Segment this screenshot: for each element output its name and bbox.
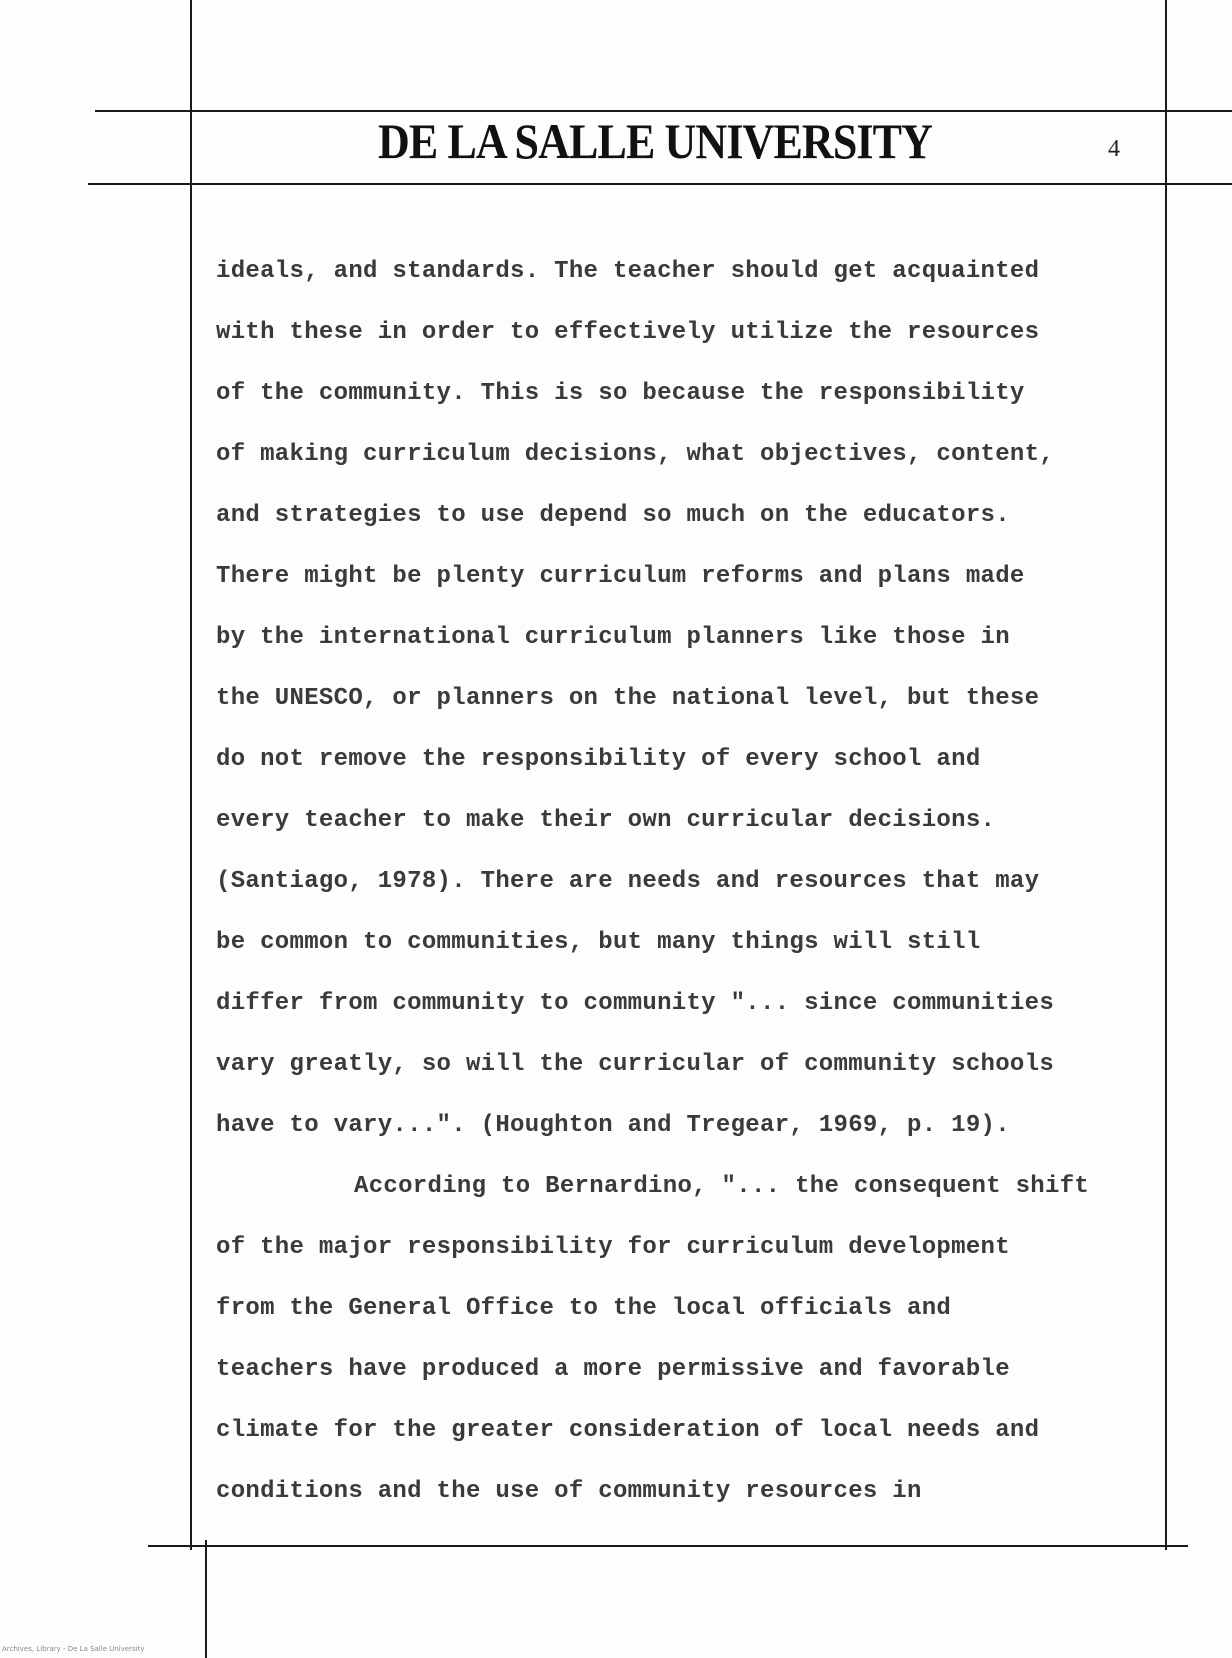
text-line: of making curriculum decisions, what objectives, content, [216, 441, 1055, 468]
frame-line-header [88, 183, 1232, 185]
text-line: climate for the greater consideration of local needs and [216, 1417, 1040, 1444]
text-line-indented: According to Bernardino, "... the consequent shift [354, 1173, 1090, 1200]
text-line: There might be plenty curriculum reforms and plans made [216, 563, 1025, 590]
body-text [216, 252, 1176, 1533]
text-line: of the community. This is so because the responsibility [216, 380, 1025, 407]
text-line: have to vary...". (Houghton and Tregear, 1969, p. 19). [216, 1112, 1010, 1139]
text-line: vary greatly, so will the curricular of community schools [216, 1051, 1055, 1078]
text-line: of the major responsibility for curriculum development [216, 1234, 1010, 1261]
archive-footer-note: Archives, Library - De La Salle University [2, 1645, 145, 1653]
text-line: with these in order to effectively utilize the resources [216, 319, 1040, 346]
text-line: (Santiago, 1978). There are needs and resources that may [216, 868, 1040, 895]
frame-line-left-bottom [205, 1540, 207, 1658]
text-line: the UNESCO, or planners on the national level, but these [216, 685, 1040, 712]
text-line: from the General Office to the local officials and [216, 1295, 952, 1322]
page-title: DE LA SALLE UNIVERSITY [377, 113, 933, 169]
frame-line-bottom [148, 1545, 1188, 1547]
text-line: every teacher to make their own curricular decisions. [216, 807, 996, 834]
text-line: by the international curriculum planners like those in [216, 624, 1010, 651]
text-line: do not remove the responsibility of every school and [216, 746, 981, 773]
text-line: ideals, and standards. The teacher should get acquainted [216, 258, 1040, 285]
text-line: teachers have produced a more permissive and favorable [216, 1356, 1010, 1383]
text-line: differ from community to community "... since communities [216, 990, 1055, 1017]
frame-line-left-top [190, 0, 192, 115]
text-line: and strategies to use depend so much on the educators. [216, 502, 1010, 529]
frame-line-left [190, 110, 192, 1550]
text-line: be common to communities, but many things will still [216, 929, 981, 956]
page-number: 4 [1108, 136, 1120, 162]
text-line: conditions and the use of community resources in [216, 1478, 922, 1505]
